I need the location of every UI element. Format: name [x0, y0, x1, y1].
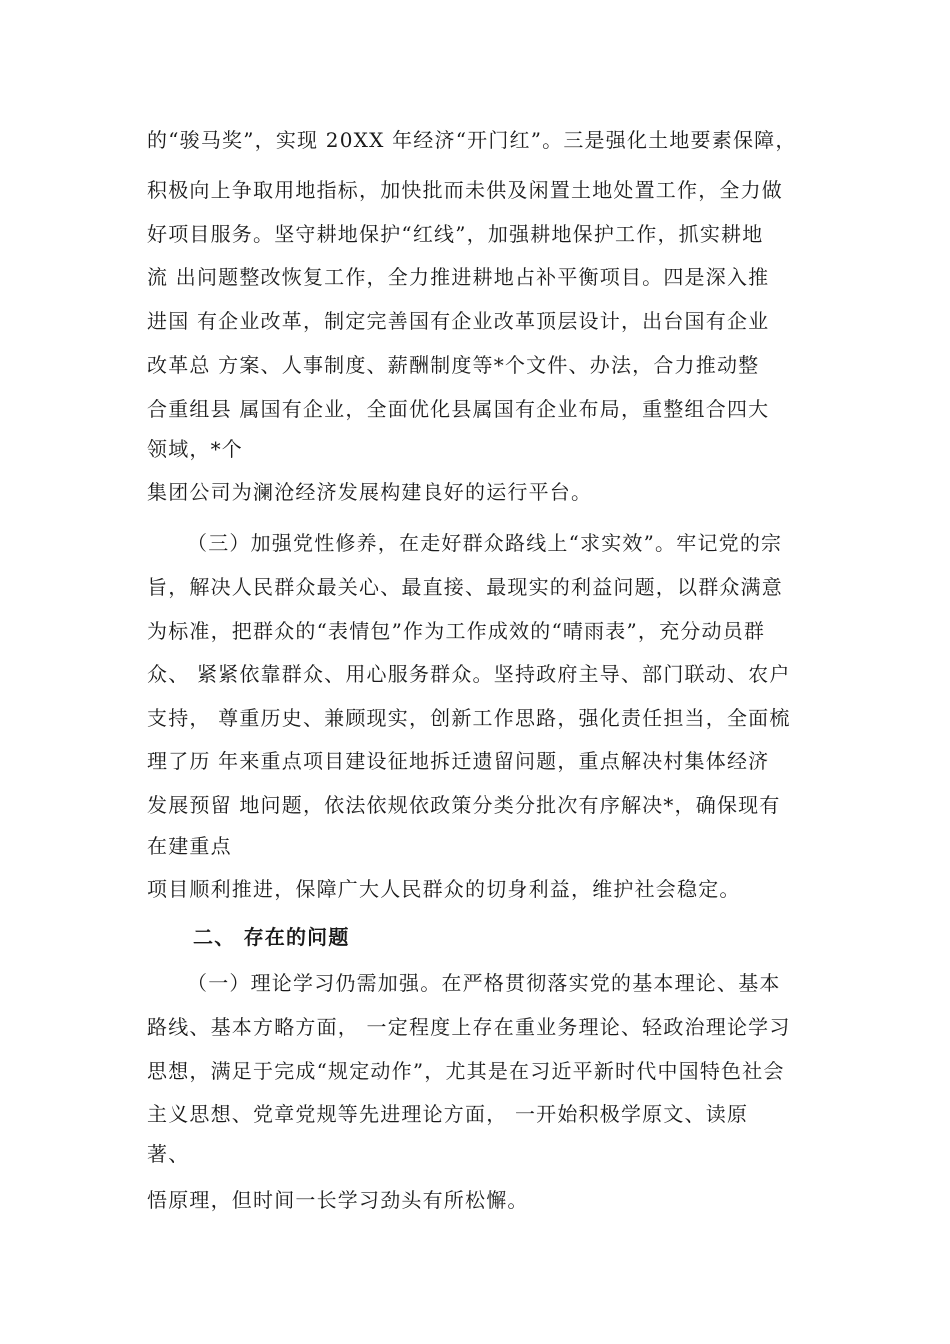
- paragraph-line: 众、 紧紧依靠群众、用心服务群众。坚持政府主导、部门联动、农户: [147, 662, 791, 686]
- paragraph-line: 著、: [147, 1142, 190, 1166]
- paragraph-line: 积极向上争取用地指标，加快批而未供及闲置土地处置工作，全力做: [147, 178, 783, 202]
- paragraph-line: 改革总 方案、人事制度、薪酬制度等*个文件、办法，合力推动整: [147, 353, 760, 377]
- paragraph-line: 进国 有企业改革，制定完善国有企业改革顶层设计，出台国有企业: [147, 309, 770, 333]
- paragraph-line: 支持， 尊重历史、兼顾现实，创新工作思路，强化责任担当，全面梳: [147, 706, 791, 730]
- paragraph-line: 合重组县 属国有企业，全面优化县属国有企业布局，重整组合四大: [147, 397, 770, 421]
- paragraph-line: 理了历 年来重点项目建设征地拆迁遗留问题，重点解决村集体经济: [147, 749, 770, 773]
- paragraph-line: （一）理论学习仍需加强。在严格贯彻落实党的基本理论、基本: [187, 971, 781, 995]
- paragraph-line: （三）加强党性修养，在走好群众路线上“求实效”。牢记党的宗: [187, 531, 783, 555]
- paragraph-line: 思想，满足于完成“规定动作”，尤其是在习近平新时代中国特色社会: [147, 1059, 785, 1083]
- section-heading: 二、 存在的问题: [193, 925, 350, 949]
- paragraph-line: 为标准，把群众的“表情包”作为工作成效的“晴雨表”，充分动员群: [147, 619, 766, 643]
- paragraph-line: 路线、基本方略方面， 一定程度上存在重业务理论、轻政治理论学习: [147, 1015, 791, 1039]
- paragraph-line: 好项目服务。坚守耕地保护“红线”，加强耕地保护工作，抓实耕地: [147, 222, 764, 246]
- paragraph-line: 流 出问题整改恢复工作，全力推进耕地占补平衡项目。四是深入推: [147, 265, 770, 289]
- paragraph-line: 的“骏马奖”，实现 20XX 年经济“开门红”。三是强化土地要素保障，: [147, 128, 797, 152]
- paragraph-line: 集团公司为澜沧经济发展构建良好的运行平台。: [147, 480, 593, 504]
- paragraph-line: 旨，解决人民群众最关心、最直接、最现实的利益问题，以群众满意: [147, 575, 783, 599]
- paragraph-line: 在建重点: [147, 834, 232, 858]
- paragraph-line: 悟原理，但时间一长学习劲头有所松懈。: [147, 1188, 529, 1212]
- paragraph-line: 发展预留 地问题，依法依规依政策分类分批次有序解决*，确保现有: [147, 793, 781, 817]
- paragraph-line: 项目顺利推进，保障广大人民群众的切身利益，维护社会稳定。: [147, 877, 741, 901]
- paragraph-line: 主义思想、党章党规等先进理论方面， 一开始积极学原文、读原: [147, 1102, 749, 1126]
- paragraph-line: 领域，*个: [147, 437, 243, 461]
